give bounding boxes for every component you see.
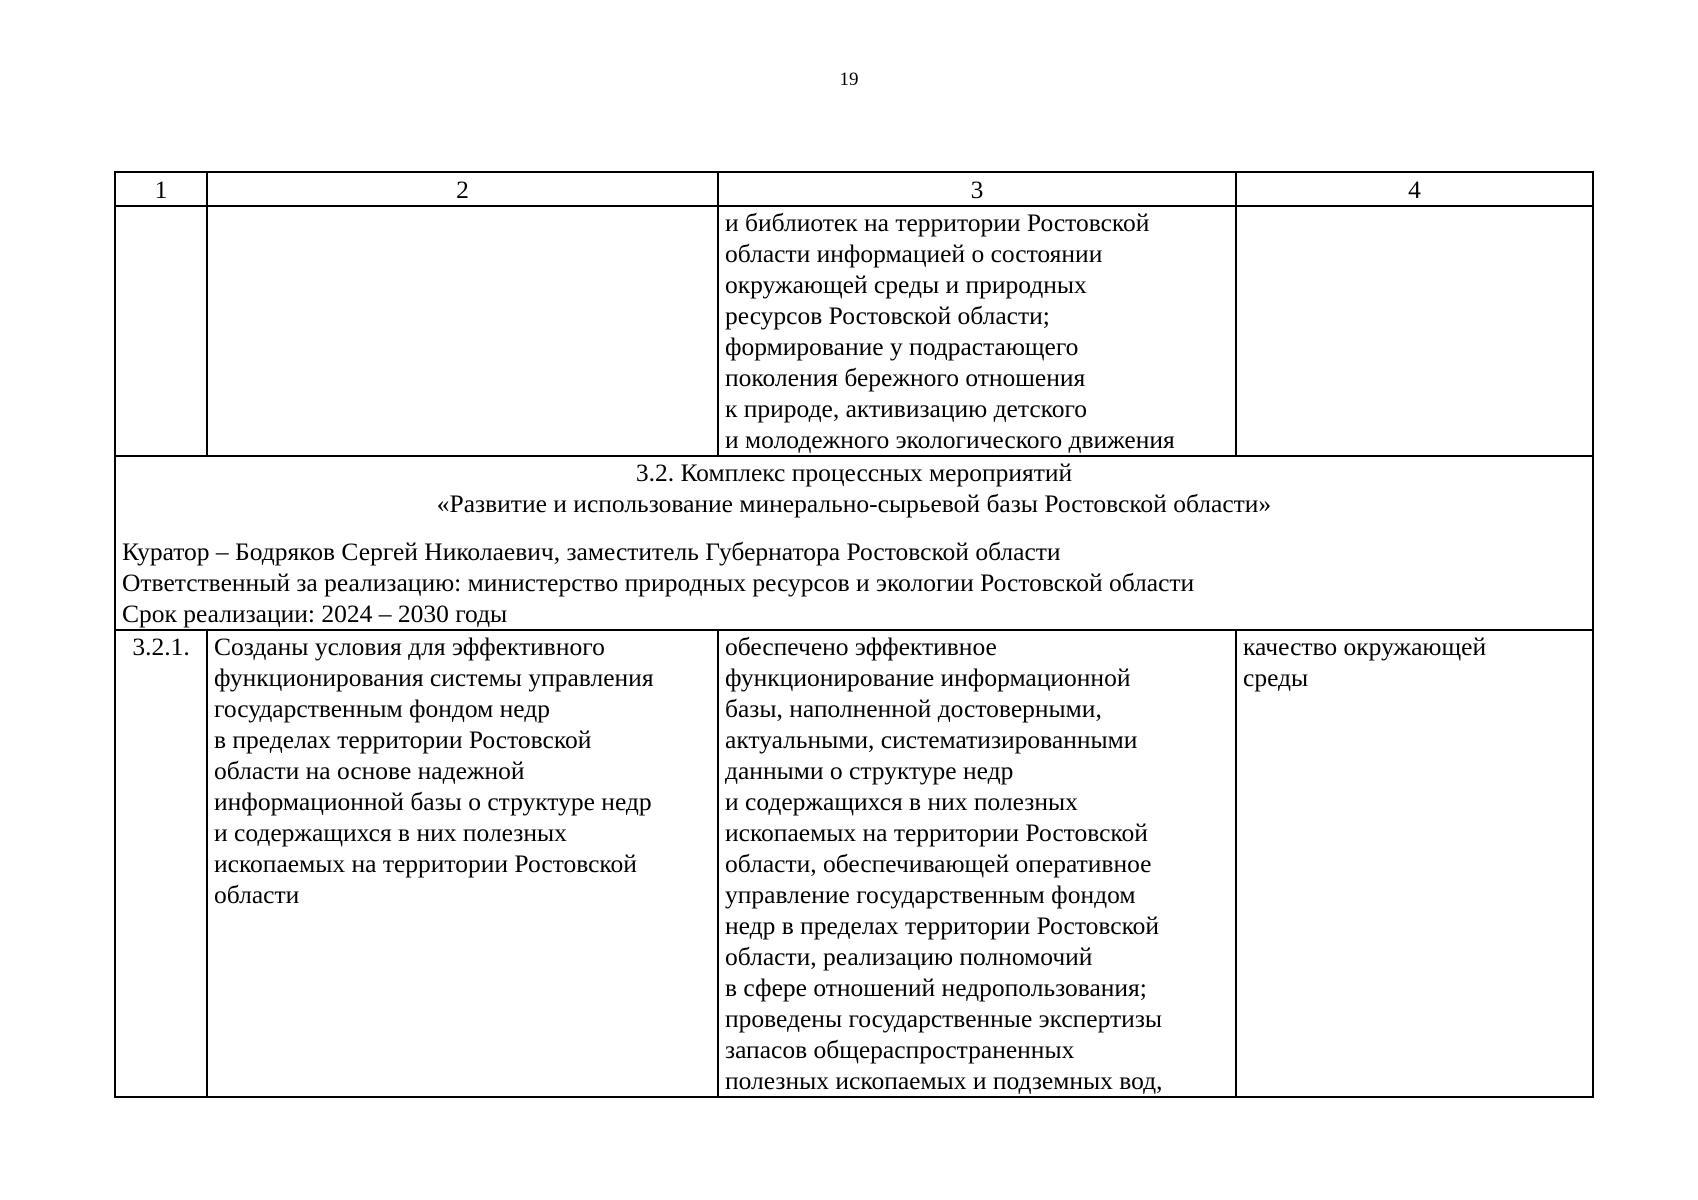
continuation-cell-2 [207, 206, 718, 456]
cell-line: функционирования системы управления [214, 663, 654, 692]
cell-line: качество окружающей [1243, 632, 1487, 661]
cell-line: недр в пределах территории Ростовской [725, 911, 1160, 940]
program-table [114, 171, 1594, 1098]
cell-line: управление государственным фондом [725, 880, 1136, 909]
continuation-cell-1 [115, 206, 207, 456]
cell-line: и молодежного экологического движения [725, 425, 1175, 454]
cell-line: актуальными, систематизированными [725, 725, 1138, 754]
page-number: 19 [839, 69, 859, 90]
section-title-line1: 3.2. Комплекс процессных мероприятий [635, 458, 1073, 487]
column-header-1: 1 [115, 172, 207, 206]
cell-line: проведены государственные экспертизы [725, 1004, 1163, 1033]
continuation-cell-3 [718, 206, 1236, 456]
column-header-3: 3 [718, 172, 1236, 206]
cell-line: информационной базы о структуре недр [214, 787, 652, 816]
section-row [115, 456, 1593, 630]
table-header-row [115, 172, 1593, 206]
cell-line: в сфере отношений недропользования; [725, 973, 1147, 1002]
cell-line: и содержащихся в них полезных [725, 787, 1078, 816]
continuation-row [115, 206, 1593, 456]
cell-line: обеспечено эффективное [725, 632, 997, 661]
section-responsible: Ответственный за реализацию: министерство природных ресурсов и экологии Ростовской области [122, 568, 1195, 597]
row-number: 3.2.1. [115, 630, 207, 1097]
section-spacer [122, 519, 1586, 536]
cell-line: области, обеспечивающей оперативное [725, 849, 1152, 878]
row-effect-cell [718, 630, 1236, 1097]
cell-line: области [214, 880, 300, 909]
section-title-line2: «Развитие и использование минерально-сырьевой базы Ростовской области» [436, 489, 1272, 518]
row-task-cell [207, 630, 718, 1097]
cell-line: и содержащихся в них полезных [214, 818, 567, 847]
cell-line: области информацией о состоянии [725, 239, 1103, 268]
column-header-2: 2 [207, 172, 718, 206]
cell-line: области на основе надежной [214, 756, 525, 785]
cell-line: ископаемых на территории Ростовской [214, 849, 637, 878]
cell-line: государственным фондом недр [214, 694, 551, 723]
cell-line: запасов общераспространенных [725, 1035, 1075, 1064]
continuation-cell-4 [1236, 206, 1593, 456]
cell-line: ресурсов Ростовской области; [725, 301, 1050, 330]
cell-line: данными о структуре недр [725, 756, 1014, 785]
section-term: Срок реализации: 2024 – 2030 годы [122, 599, 508, 628]
cell-line: среды [1243, 663, 1309, 692]
cell-line: ископаемых на территории Ростовской [725, 818, 1148, 847]
cell-line: к природе, активизацию детского [725, 394, 1088, 423]
cell-line: в пределах территории Ростовской [214, 725, 592, 754]
section-curator: Куратор – Бодряков Сергей Николаевич, заместитель Губернатора Ростовской области [122, 537, 1061, 566]
cell-line: базы, наполненной достоверными, [725, 694, 1102, 723]
cell-line: области, реализацию полномочий [725, 942, 1093, 971]
cell-line: полезных ископаемых и подземных вод, [725, 1066, 1163, 1095]
cell-line: Созданы условия для эффективного [214, 632, 605, 661]
column-header-4: 4 [1236, 172, 1593, 206]
cell-line: поколения бережного отношения [725, 363, 1086, 392]
section-cell [115, 456, 1593, 630]
row-indicator-cell [1236, 630, 1593, 1097]
cell-line: окружающей среды и природных [725, 270, 1087, 299]
cell-line: формирование у подрастающего [725, 332, 1079, 361]
cell-line: функционирование информационной [725, 663, 1131, 692]
table-row [115, 630, 1593, 1097]
cell-line: и библиотек на территории Ростовской [725, 208, 1150, 237]
